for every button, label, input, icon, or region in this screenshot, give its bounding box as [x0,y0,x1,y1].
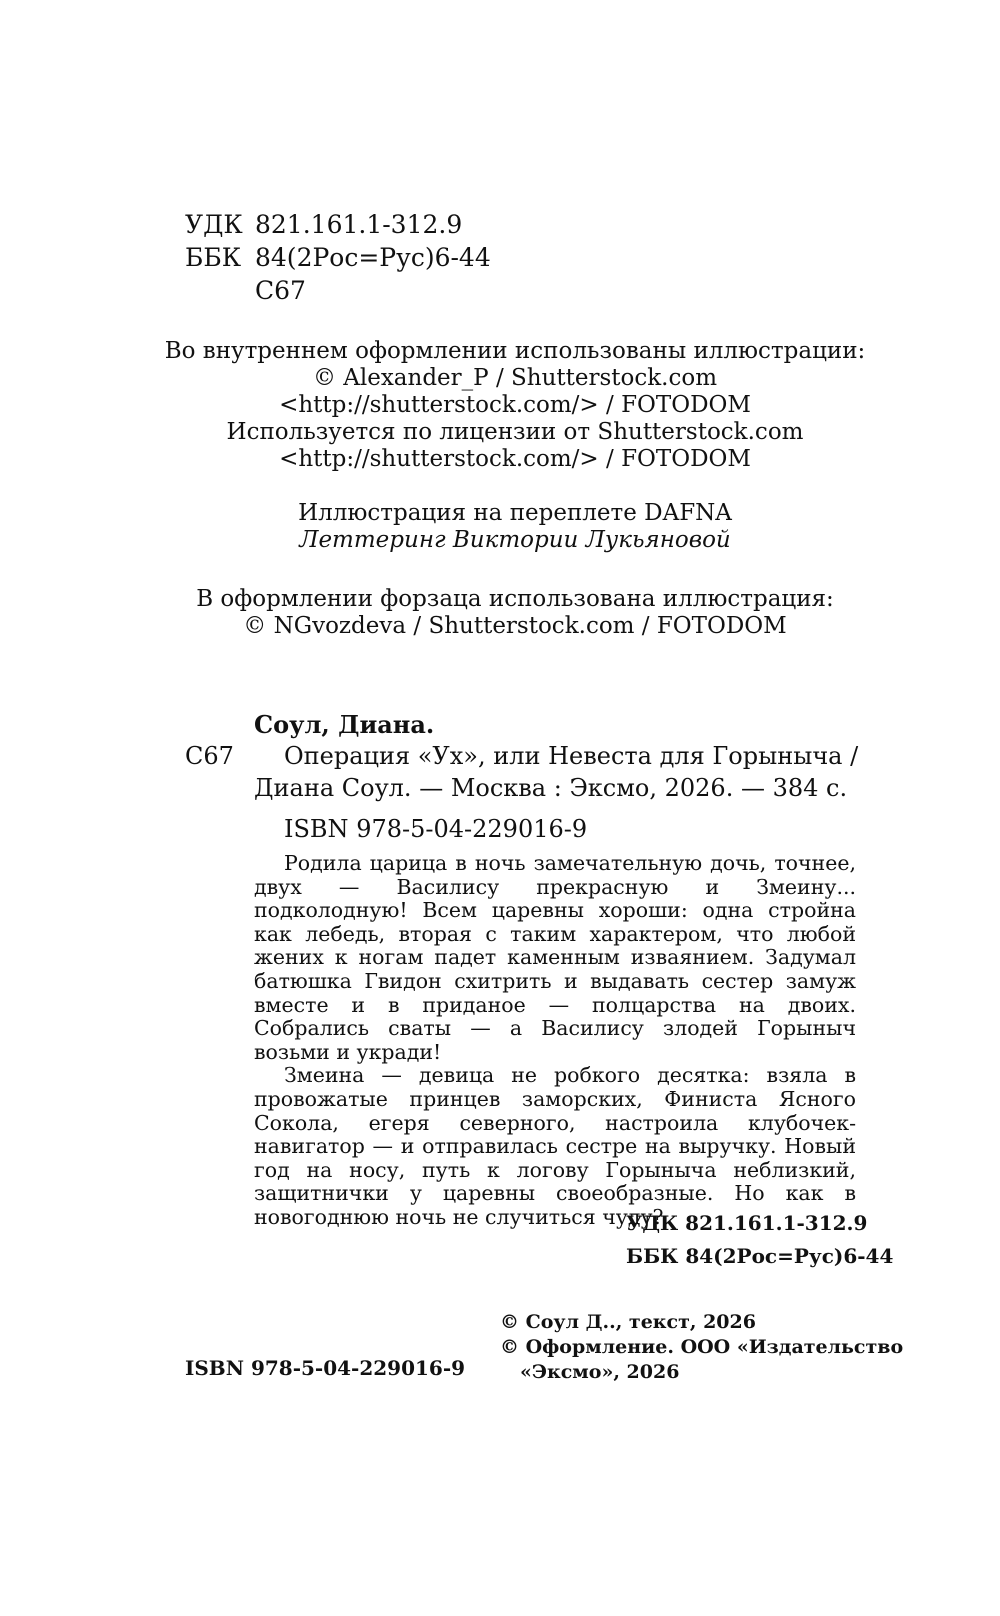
entry-author: Соул, Диана. [254,710,435,739]
bottom-bbk: ББК 84(2Рос=Рус)6-44 [626,1244,894,1268]
call-number: С67 [255,276,306,305]
cover-illustration-credit: Иллюстрация на переплете DAFNA [298,500,732,526]
copyright-line: «Эксмо», 2026 [520,1361,680,1383]
credit-line: <http://shutterstock.com/> / FOTODOM [279,392,751,418]
credit-line: В оформлении форзаца использована иллюстрация: [196,586,834,612]
udk-value: 821.161.1-312.9 [255,210,463,239]
entry-title-line: Операция «Ух», или Невеста для Горыныча / [284,742,859,770]
bbk-value: 84(2Рос=Рус)6-44 [255,243,491,272]
credit-line: © Alexander_P / Shutterstock.com [312,365,718,391]
copyright-notice [500,1310,903,1385]
endpaper-credits [150,586,880,640]
illustration-credits [150,338,880,473]
copyright-line: © Соул Д.., текст, 2026 [500,1311,756,1333]
udk-label: УДК [185,210,243,239]
entry-isbn: ISBN 978-5-04-229016-9 [284,815,588,843]
credit-line: Во внутреннем оформлении использованы иллюстрации: [164,338,866,364]
annotation-paragraph: Змеина — девица не робкого десятка: взяла в провожатые принцев заморских, Финиста Ясного Сокола, егеря северного, настроила клубочек-навигатор — и отправилась сестре на выручку. Новый год на носу, путь к логову Горыныча неблизкий, защитнички у царевны своеобразные. Но как в новогоднюю ночь не случиться чуду? [254,1063,856,1229]
bottom-udk: УДК 821.161.1-312.9 [626,1211,868,1235]
bbk-row [185,241,491,274]
udk-row [185,208,491,241]
isbn-bottom: ISBN 978-5-04-229016-9 [185,1356,466,1380]
classification-codes [185,208,491,307]
credit-line: Используется по лицензии от Shutterstock.com [226,419,804,445]
call-number-row [185,274,491,307]
entry-call-number: С67 [185,742,234,770]
credit-line: <http://shutterstock.com/> / FOTODOM [279,446,751,472]
annotation-paragraph: Родила царица в ночь замечательную дочь, точнее, двух — Василису прекрасную и Змеину... подколодную! Всем царевны хороши: одна стройна как лебедь, вторая с таким характером, что любой жених к ногам падет каменным изваянием. Задумал батюшка Гвидон схитрить и выдавать сестер замуж вместе и в приданое — полцарства на двоих. Собрались сваты — а Василису злодей Горыныч возьми и укради! [254,851,856,1064]
copyright-line: © Оформление. ООО «Издательство [500,1336,904,1358]
bbk-label: ББК [185,243,242,272]
entry-title-line: Диана Соул. — Москва : Эксмо, 2026. — 384 с. [254,774,848,802]
lettering-credit: Леттеринг Виктории Лукьяновой [299,527,731,553]
credit-line: © NGvozdeva / Shutterstock.com / FOTODOM [243,613,787,639]
bottom-classification-codes [626,1207,893,1273]
cover-credits [150,500,880,554]
annotation [254,852,856,1230]
